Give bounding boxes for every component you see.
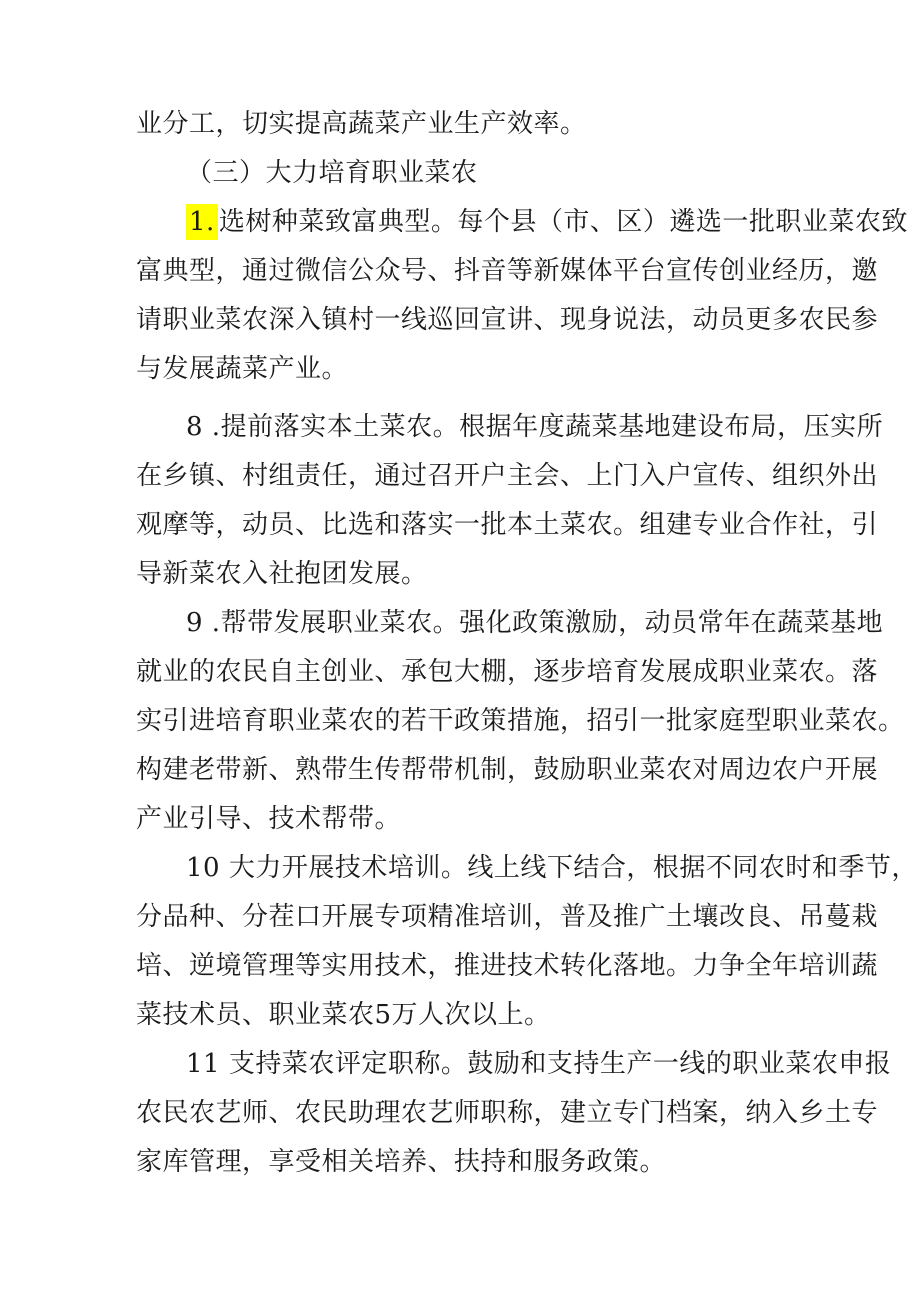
section-heading: （三）大力培育职业菜农 (186, 158, 478, 188)
paragraph-line: 培、逆境管理等实用技术，推进技术转化落地。力争全年培训蔬 (136, 951, 879, 981)
paragraph-line: 构建老带新、熟带生传帮带机制，鼓励职业菜农对周边农户开展 (136, 755, 879, 785)
paragraph-line: 产业引导、技术帮带。 (136, 804, 402, 834)
paragraph-line: 11 支持菜农评定职称。鼓励和支持生产一线的职业菜农申报 (186, 1049, 892, 1079)
paragraph-line: 分品种、分茬口开展专项精准培训，普及推广土壤改良、吊蔓栽 (136, 902, 879, 932)
paragraph-line: 业分工，切实提高蔬菜产业生产效率。 (136, 109, 587, 139)
paragraph-line: 观摩等，动员、比选和落实一批本土菜农。组建专业合作社，引 (136, 510, 879, 540)
paragraph-line (186, 204, 908, 240)
paragraph-line: 农民农艺师、农民助理农艺师职称，建立专门档案，纳入乡土专 (136, 1098, 879, 1128)
paragraph-line: 实引进培育职业菜农的若干政策措施，招引一批家庭型职业菜农。 (136, 706, 905, 736)
paragraph-line: 家库管理，享受相关培养、扶持和服务政策。 (136, 1147, 667, 1177)
paragraph-line: 10 大力开展技术培训。线上线下结合，根据不同农时和季节， (186, 853, 918, 883)
paragraph-line: 与发展蔬菜产业。 (136, 354, 349, 384)
paragraph-line: 9 .帮带发展职业菜农。强化政策激励，动员常年在蔬菜基地 (186, 608, 884, 638)
paragraph-line: 8 .提前落实本土菜农。根据年度蔬菜基地建设布局，压实所 (186, 412, 884, 442)
paragraph-line: 富典型，通过微信公众号、抖音等新媒体平台宣传创业经历，邀 (136, 256, 879, 286)
paragraph-line: 菜技术员、职业菜农5万人次以上。 (136, 1000, 551, 1030)
paragraph-line: 导新菜农入社抱团发展。 (136, 559, 428, 589)
paragraph-line: 在乡镇、村组责任，通过召开户主会、上门入户宣传、组织外出 (136, 461, 879, 491)
paragraph-text: 选树种菜致富典型。每个县（市、区）遴选一批职业菜农致 (218, 207, 908, 237)
paragraph-line: 就业的农民自主创业、承包大棚，逐步培育发展成职业菜农。落 (136, 657, 879, 687)
highlighted-item-number: 1. (186, 204, 218, 240)
paragraph-line: 请职业菜农深入镇村一线巡回宣讲、现身说法，动员更多农民参 (136, 305, 879, 335)
